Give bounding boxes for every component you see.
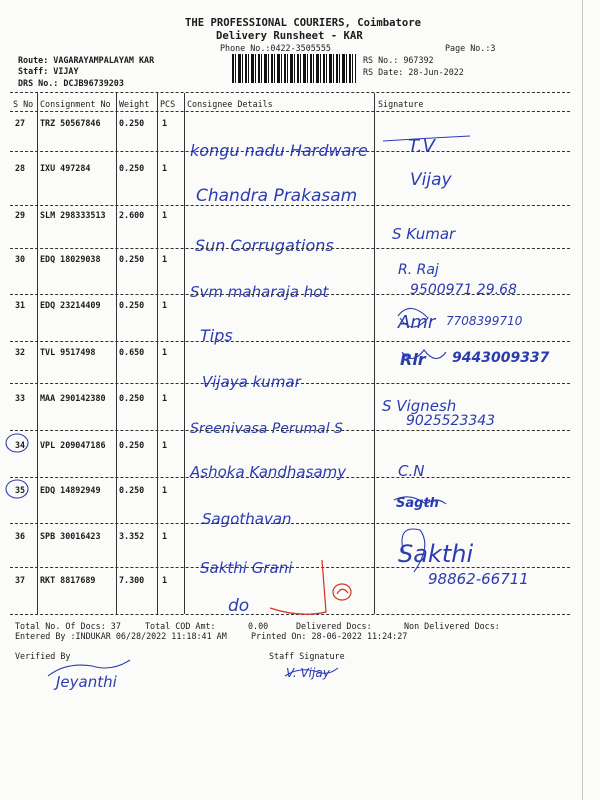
row-consignment: TVL 9517498	[40, 347, 96, 357]
row-signature: Rlr	[400, 350, 426, 369]
red-circle-mark	[333, 584, 351, 600]
drs-number: DRS No.: DCJB96739203	[18, 78, 124, 88]
row-consignee: Svm maharaja hot	[190, 283, 329, 301]
non-delivered-docs: Non Delivered Docs:	[404, 621, 500, 631]
staff-signature-label: Staff Signature	[269, 651, 345, 661]
row-weight: 0.250	[119, 485, 145, 495]
row-signature: R. Raj	[398, 262, 439, 278]
row-divider	[10, 383, 570, 384]
row-sno: 30	[15, 254, 26, 264]
col-consignment: Consignment No	[40, 99, 111, 109]
col-sno: S No	[13, 99, 34, 109]
row-pcs: 1	[162, 210, 168, 220]
row-divider	[10, 477, 570, 478]
row-signature: Amr	[398, 312, 436, 333]
staff-signature: V. Vijay	[286, 666, 330, 680]
verified-by-label: Verified By	[15, 651, 71, 661]
row-consignment: VPL 209047186	[40, 440, 106, 450]
row-divider	[10, 294, 570, 295]
col-line	[37, 93, 38, 614]
rs-date: RS Date: 28-Jun-2022	[363, 67, 464, 77]
row-sno: 33	[15, 393, 26, 403]
verified-signature: Jeyanthi	[56, 673, 117, 691]
rule-top	[10, 92, 570, 93]
company-name: THE PROFESSIONAL COURIERS, Coimbatore	[185, 17, 421, 29]
row-consignment: TRZ 50567846	[40, 118, 101, 128]
row-consignee: Chandra Prakasam	[196, 186, 358, 206]
row-pcs: 1	[162, 118, 168, 128]
col-signature: Signature	[378, 99, 424, 109]
row-divider	[10, 523, 570, 524]
row-consignment: SLM 298333513	[40, 210, 106, 220]
row-weight: 7.300	[119, 575, 145, 585]
row-weight: 0.250	[119, 163, 145, 173]
row-consignment: MAA 290142380	[40, 393, 106, 403]
row-signature: C.N	[398, 462, 425, 480]
row-phone: 9500971 29.68	[410, 282, 517, 298]
row-weight: 0.250	[119, 118, 145, 128]
row-weight: 0.650	[119, 347, 145, 357]
row-signature: S Kumar	[392, 225, 456, 243]
row-consignee: Sagothavan	[202, 510, 292, 528]
row-sno: 28	[15, 163, 26, 173]
row-consignee: Vijaya kumar	[202, 373, 301, 391]
col-line	[157, 93, 158, 614]
row-pcs: 1	[162, 485, 168, 495]
row-sno: 32	[15, 347, 26, 357]
row-pcs: 1	[162, 254, 168, 264]
phone-number: Phone No.:0422-3505555	[220, 43, 331, 53]
col-line	[374, 93, 375, 614]
row-weight: 0.250	[119, 300, 145, 310]
total-docs: Total No. Of Docs: 37	[15, 621, 121, 631]
row-divider	[10, 567, 570, 568]
row-weight: 0.250	[119, 440, 145, 450]
row-sno: 37	[15, 575, 26, 585]
row-divider	[10, 248, 570, 249]
row-sno: 34	[15, 440, 26, 450]
row-divider	[10, 430, 570, 431]
delivered-docs: Delivered Docs:	[296, 621, 372, 631]
row-phone: 7708399710	[446, 314, 523, 328]
row-pcs: 1	[162, 531, 168, 541]
red-swirl-mark	[337, 589, 348, 594]
row-sno: 29	[15, 210, 26, 220]
row-consignee: Sun Corrugations	[195, 236, 334, 255]
col-weight: Weight	[119, 99, 150, 109]
barcode	[232, 54, 356, 83]
row-sno: 31	[15, 300, 26, 310]
row-consignment: EDQ 14892949	[40, 485, 101, 495]
row-sno: 27	[15, 118, 26, 128]
row-signature: Sakthi	[398, 540, 474, 568]
row-pcs: 1	[162, 163, 168, 173]
col-line	[116, 93, 117, 614]
total-cod-amount: 0.00	[248, 621, 269, 631]
row-consignment: IXU 497284	[40, 163, 91, 173]
row-pcs: 1	[162, 347, 168, 357]
row-phone: 9443009337	[452, 350, 550, 366]
row-signature: T.V	[408, 136, 435, 157]
row-phone: 98862-66711	[428, 570, 529, 588]
row-weight: 3.352	[119, 531, 145, 541]
row-divider	[10, 151, 570, 152]
rs-number: RS No.: 967392	[363, 55, 434, 65]
row-sno: 36	[15, 531, 26, 541]
row-pcs: 1	[162, 440, 168, 450]
row-weight: 0.250	[119, 254, 145, 264]
row-consignee: kongu nadu Hardware	[190, 141, 368, 160]
row-consignee: Sakthi Grani	[200, 559, 293, 577]
row-weight: 2.600	[119, 210, 145, 220]
row-consignment: EDQ 18029038	[40, 254, 101, 264]
total-cod-label: Total COD Amt:	[145, 621, 216, 631]
printed-on: Printed On: 28-06-2022 11:24:27	[251, 631, 408, 641]
row-pcs: 1	[162, 300, 168, 310]
row-consignee: Tips	[200, 326, 233, 345]
staff: Staff: VIJAY	[18, 66, 79, 76]
route: Route: VAGARAYAMPALAYAM KAR	[18, 55, 155, 65]
col-consignee: Consignee Details	[187, 99, 273, 109]
row-pcs: 1	[162, 393, 168, 403]
row-signature: Sagth	[396, 496, 439, 511]
row-phone: 9025523343	[406, 413, 496, 429]
row-consignment: RKT 8817689	[40, 575, 96, 585]
document-title: Delivery Runsheet - KAR	[216, 30, 363, 42]
rule-bottom	[10, 614, 570, 615]
page-edge	[582, 0, 583, 800]
row-consignee: do	[228, 596, 250, 616]
row-sno: 35	[15, 485, 26, 495]
row-pcs: 1	[162, 575, 168, 585]
row-consignee: Ashoka Kandhasamy	[190, 463, 347, 481]
col-line	[184, 93, 185, 614]
rule-header	[10, 111, 570, 112]
row-weight: 0.250	[119, 393, 145, 403]
row-consignee: Sreenivasa Perumal S	[190, 421, 343, 437]
row-signature: S Vignesh	[382, 397, 457, 415]
row-signature: Vijay	[410, 170, 452, 190]
entered-by: Entered By :INDUKAR 06/28/2022 11:18:41 AM	[15, 631, 227, 641]
col-pcs: PCS	[160, 99, 176, 109]
row-divider	[10, 205, 570, 206]
row-consignment: SPB 30016423	[40, 531, 101, 541]
row-consignment: EDQ 23214409	[40, 300, 101, 310]
row-divider	[10, 341, 570, 342]
page-number: Page No.:3	[445, 43, 496, 53]
